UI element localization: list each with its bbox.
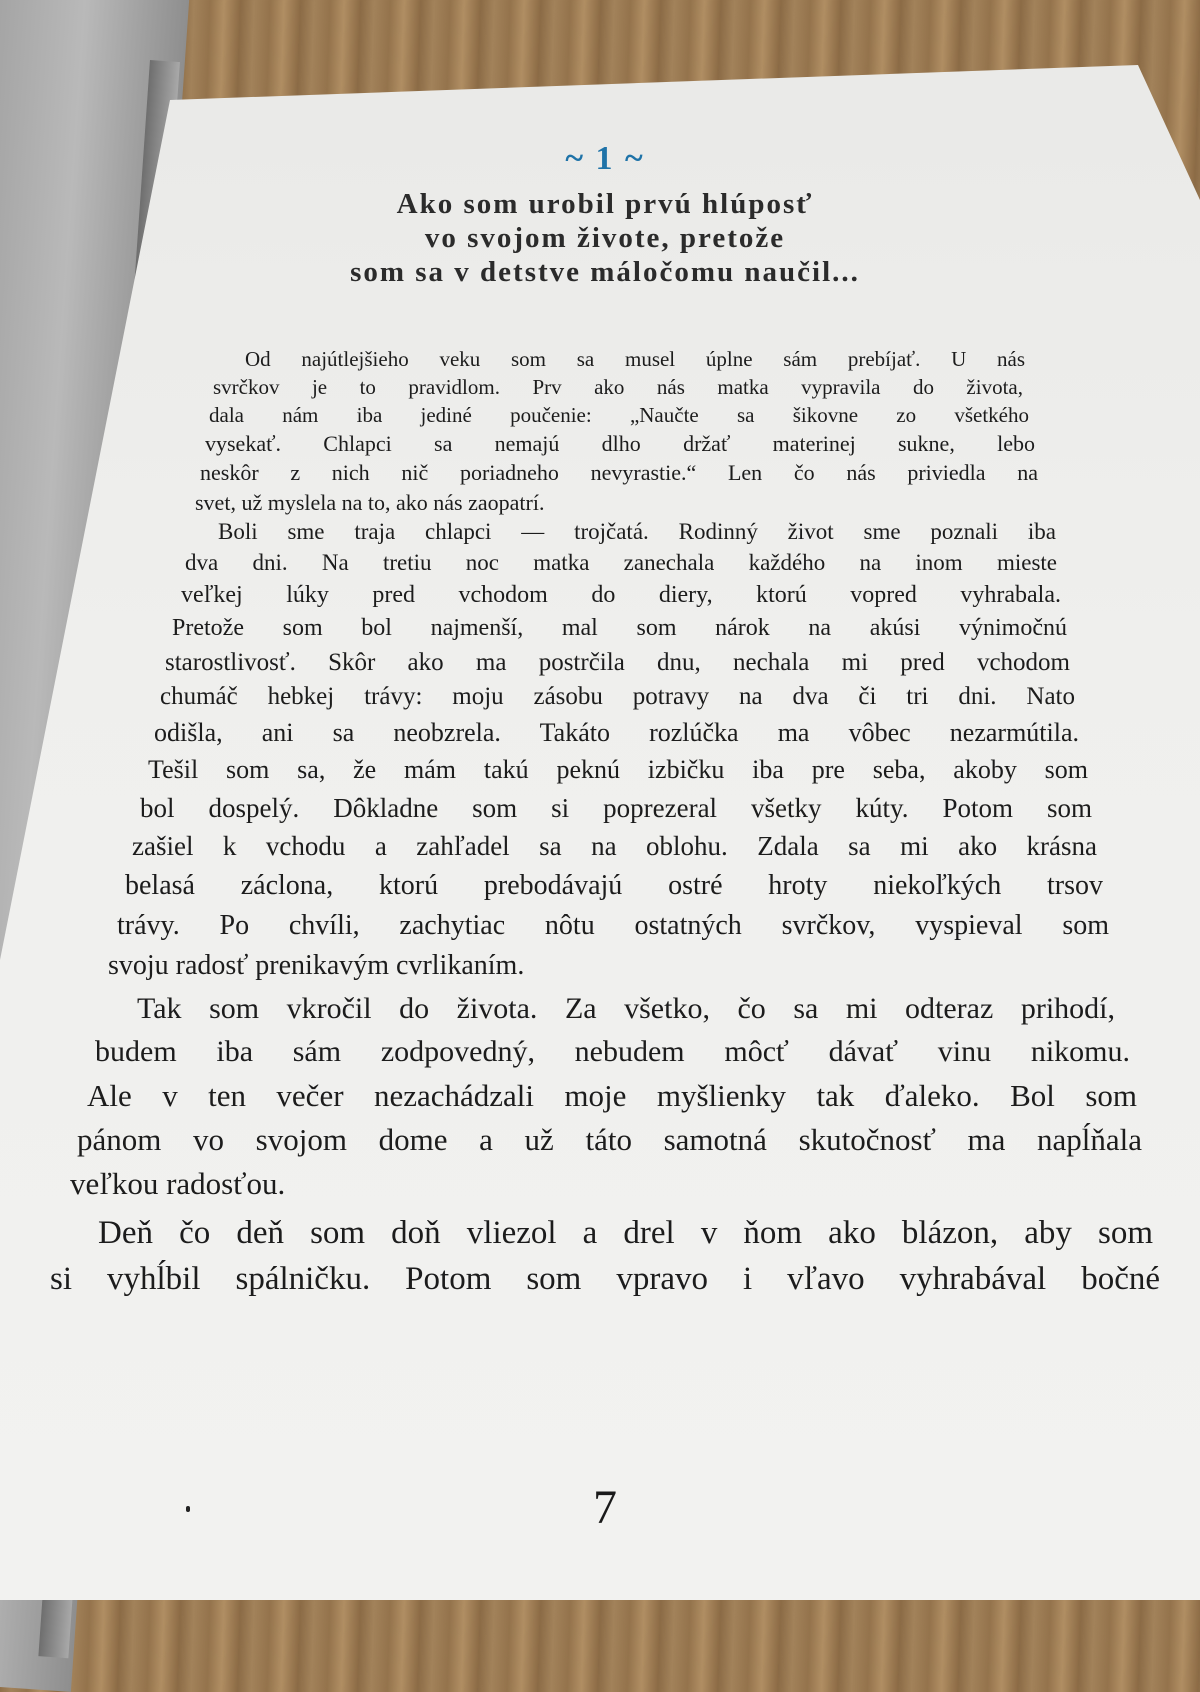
body-line: Tak som vkročil do života. Za všetko, čo sa mi odteraz prihodí, — [137, 992, 1115, 1025]
body-line: Pretože som bol najmenší, mal som nárok na akúsi výnimočnú — [172, 615, 1067, 641]
chapter-title-line: vo svojom živote, pretože — [424, 222, 786, 254]
body-line: veľkej lúky pred vchodom do diery, ktorú vopred vyhrabala. — [181, 582, 1061, 608]
body-line: veľkou radosťou. — [70, 1166, 286, 1201]
body-line: starostlivosť. Skôr ako ma postrčila dnu, nechala mi pred vchodom — [165, 649, 1070, 676]
body-line: Ale v ten večer nezachádzali moje myšlienky tak ďaleko. Bol som — [87, 1078, 1137, 1113]
body-line: vysekať. Chlapci sa nemajú dlho držať materinej sukne, lebo — [205, 431, 1035, 456]
chapter-number: ~ 1 ~ — [565, 140, 645, 177]
body-line: neskôr z nich nič poriadneho nevyrastie.“ Len čo nás priviedla na — [200, 460, 1038, 485]
body-line: budem iba sám zodpovedný, nebudem môcť dávať vinu nikomu. — [95, 1035, 1130, 1068]
body-line: Deň čo deň som doň vliezol a drel v ňom ako blázon, aby som — [98, 1215, 1153, 1251]
body-line: svet, už myslela na to, ako nás zaopatrí. — [195, 490, 545, 515]
body-line: trávy. Po chvíli, zachytiac nôtu ostatných svrčkov, vyspieval som — [117, 910, 1109, 941]
body-line: zašiel k vchodu a zahľadel sa na oblohu. Zdala sa mi ako krásna — [132, 831, 1097, 861]
body-line: si vyhĺbil spálničku. Potom som vpravo i vľavo vyhrabával bočné — [50, 1261, 1160, 1297]
body-line: bol dospelý. Dôkladne som si poprezeral všetky kúty. Potom som — [140, 793, 1092, 823]
body-line: chumáč hebkej trávy: moju zásobu potravy na dva či tri dni. Nato — [160, 683, 1075, 710]
chapter-title-line: som sa v detstve máločomu naučil... — [350, 256, 860, 288]
body-line: dala nám iba jediné poučenie: „Naučte sa šikovne zo všetkého — [209, 403, 1029, 427]
ink-speck — [186, 1506, 190, 1512]
body-line: belasá záclona, ktorú prebodávajú ostré hroty niekoľkých trsov — [125, 870, 1103, 901]
body-line: svoju radosť prenikavým cvrlikaním. — [108, 950, 525, 981]
page-number: 7 — [593, 1481, 617, 1534]
body-line: dva dni. Na tretiu noc matka zanechala každého na inom mieste — [185, 550, 1057, 575]
body-line: svrčkov je to pravidlom. Prv ako nás matka vypravila do života, — [213, 375, 1023, 399]
body-line: pánom vo svojom dome a už táto samotná skutočnosť ma napĺňala — [77, 1122, 1142, 1157]
body-line: Od najútlejšieho veku som sa musel úplne sám prebíjať. U nás — [245, 347, 1025, 371]
body-line: Boli sme traja chlapci — trojčatá. Rodinný život sme poznali iba — [218, 519, 1056, 544]
chapter-title-line: Ako som urobil prvú hlúposť — [396, 188, 814, 220]
body-line: odišla, ani sa neobzrela. Takáto rozlúčka ma vôbec nezarmútila. — [154, 718, 1079, 747]
body-line: Tešil som sa, že mám takú peknú izbičku iba pre seba, akoby som — [148, 755, 1088, 784]
